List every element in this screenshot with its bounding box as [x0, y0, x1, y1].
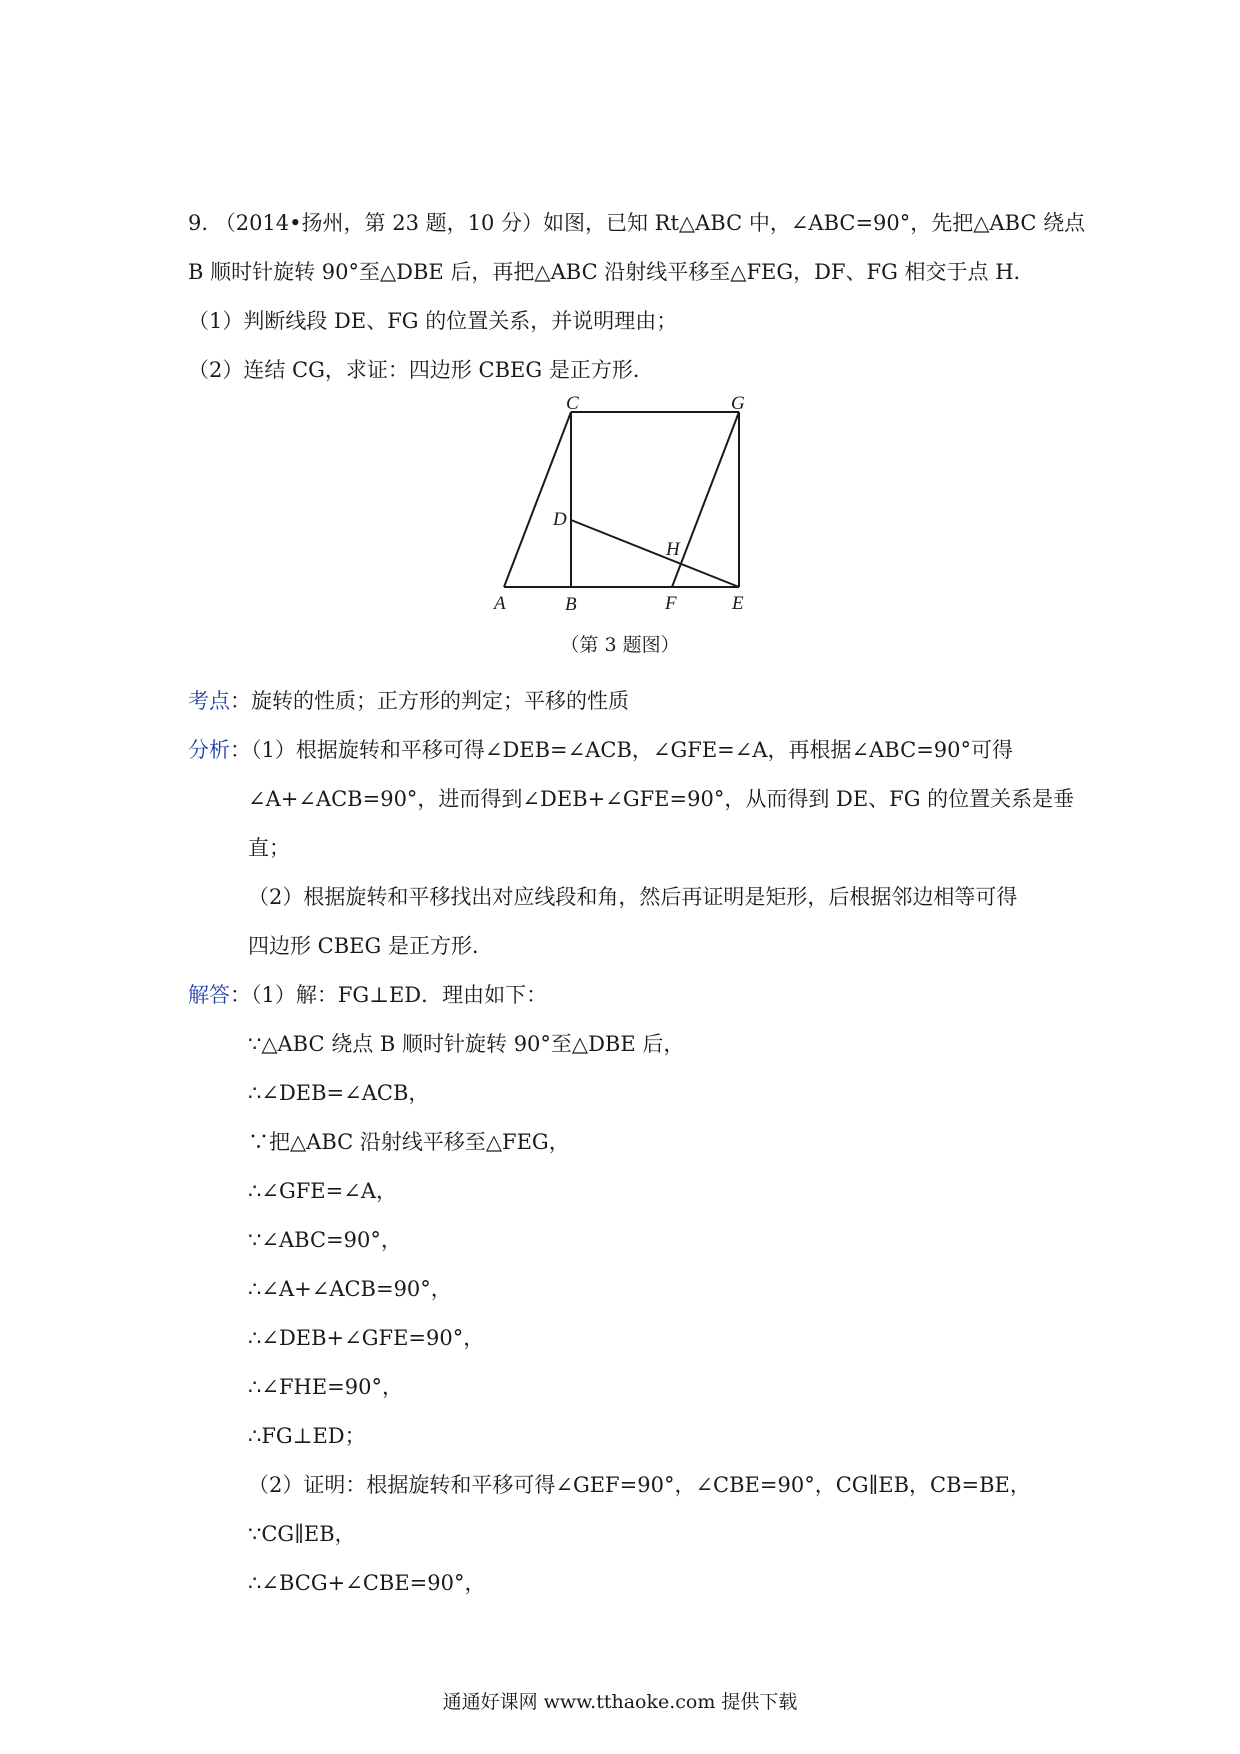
- fenxi-line-4: （2）根据旋转和平移找出对应线段和角，然后再证明是矩形，后根据邻边相等可得: [248, 885, 1018, 909]
- fenxi-line-2: ∠A+∠ACB=90°，进而得到∠DEB+∠GFE=90°，从而得到 DE、FG 的位置关系是垂: [248, 787, 1075, 811]
- jieda-label: 解答: [188, 983, 230, 1007]
- jieda-step: ∵CG∥EB，: [248, 1522, 356, 1546]
- label-g: G: [731, 395, 745, 414]
- figure-svg: [490, 395, 760, 625]
- segment-ac: [504, 412, 571, 587]
- label-a: A: [494, 593, 506, 614]
- jieda-step: ∴∠DEB=∠ACB，: [248, 1081, 430, 1105]
- jieda-line-1: [188, 980, 547, 1010]
- fenxi-line-5: 四边形 CBEG 是正方形．: [248, 934, 493, 958]
- segment-fg: [672, 412, 739, 587]
- fenxi-text-1: ：（1）根据旋转和平移可得∠DEB=∠ACB，∠GFE=∠A，再根据∠ABC=90°可得: [230, 738, 1014, 762]
- label-h: H: [666, 539, 680, 560]
- label-b: B: [565, 594, 577, 615]
- geometry-figure: [490, 395, 760, 625]
- jieda-step: ∴∠BCG+∠CBE=90°，: [248, 1571, 486, 1595]
- question-2: （2）连结 CG，求证：四边形 CBEG 是正方形．: [188, 358, 654, 382]
- jieda-step: ∴∠A+∠ACB=90°，: [248, 1277, 452, 1301]
- label-e: E: [732, 593, 744, 614]
- label-d: D: [553, 509, 567, 530]
- kaodian-label: 考点: [188, 689, 230, 713]
- label-c: C: [566, 395, 579, 414]
- jieda-first: ：（1）解：FG⊥ED．理由如下：: [230, 983, 548, 1007]
- page-footer: 通通好课网 www.tthaoke.com 提供下载: [442, 1691, 798, 1713]
- fenxi-line-3: 直；: [248, 836, 290, 860]
- jieda-step: ∴∠FHE=90°，: [248, 1375, 403, 1399]
- fenxi-label: 分析: [188, 738, 230, 762]
- problem-line-2: B 顺时针旋转 90°至△DBE 后，再把△ABC 沿射线平移至△FEG，DF、FG 相交于点 H．: [188, 260, 1035, 284]
- jieda-step: ∴∠DEB+∠GFE=90°，: [248, 1326, 485, 1350]
- jieda-step: （2）证明：根据旋转和平移可得∠GEF=90°，∠CBE=90°，CG∥EB，CB=BE，: [248, 1473, 1031, 1497]
- question-1: （1）判断线段 DE、FG 的位置关系，并说明理由；: [188, 309, 678, 333]
- fenxi-line-1: [188, 735, 1013, 765]
- jieda-step: ∵把△ABC 沿射线平移至△FEG，: [248, 1130, 570, 1154]
- jieda-step: ∵△ABC 绕点 B 顺时针旋转 90°至△DBE 后，: [248, 1032, 685, 1056]
- kaodian-line: [188, 686, 629, 716]
- label-f: F: [665, 593, 677, 614]
- jieda-step: ∴∠GFE=∠A，: [248, 1179, 397, 1203]
- segment-de: [571, 520, 739, 587]
- problem-line-1: 9. （2014•扬州，第 23 题，10 分）如图，已知 Rt△ABC 中，∠ABC=90°，先把△ABC 绕点: [188, 211, 1086, 235]
- jieda-step: ∴FG⊥ED；: [248, 1424, 366, 1448]
- kaodian-text: ：旋转的性质；正方形的判定；平移的性质: [230, 689, 629, 713]
- jieda-step: ∵∠ABC=90°，: [248, 1228, 402, 1252]
- figure-caption: （第 3 题图）: [560, 634, 680, 656]
